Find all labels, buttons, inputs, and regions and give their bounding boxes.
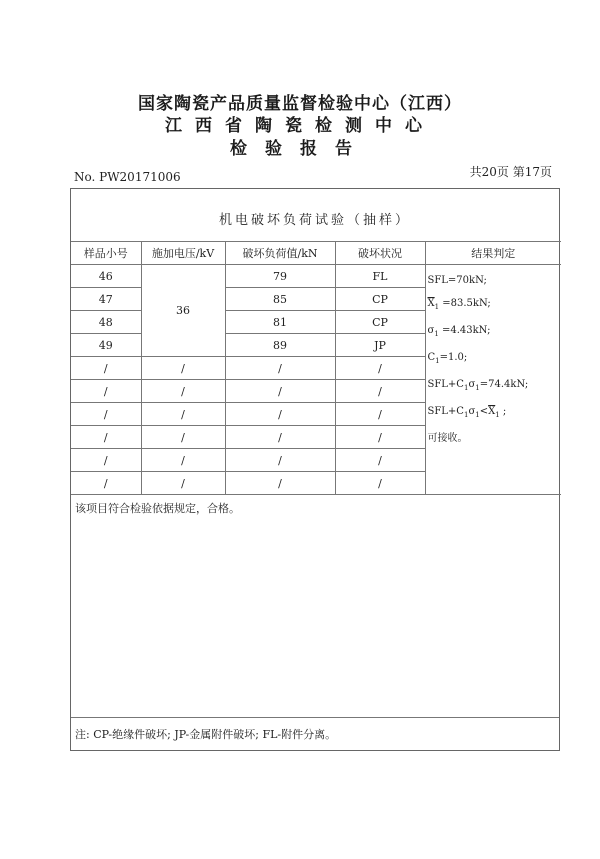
cell-sample-id: 48 <box>71 311 141 334</box>
test-summary: 该项目符合检验依据规定，合格。 <box>75 502 240 515</box>
col-header-sample: 样品小号 <box>71 242 141 265</box>
cell-sample-id: 46 <box>71 265 141 288</box>
results-table <box>71 241 561 495</box>
legend-note: 注: CP-绝缘件破坏; JP-金属附件破坏; FL-附件分离。 <box>75 728 337 741</box>
conclusion-c: $C_1=1.0$; <box>427 352 468 365</box>
cell-load: 89 <box>225 334 335 357</box>
conclusion-accept: 可接收。 <box>427 433 468 444</box>
col-header-voltage: 施加电压/kV <box>141 242 225 265</box>
header-title-line2: 江西省陶瓷检测中心 <box>165 116 435 136</box>
cell-sample-id: 47 <box>71 288 141 311</box>
conclusion-cell <box>425 265 561 495</box>
col-header-status: 破坏状况 <box>335 242 425 265</box>
col-header-result: 结果判定 <box>425 242 561 265</box>
cell-voltage: / <box>141 449 225 472</box>
cell-load: 85 <box>225 288 335 311</box>
cell-sample-id: / <box>71 426 141 449</box>
note-divider <box>71 717 559 718</box>
conclusion-compare: $SFL+C_1\sigma_1<\overline{X}_1$ ; <box>427 406 507 419</box>
cell-sample-id: / <box>71 449 141 472</box>
cell-status: / <box>335 472 425 495</box>
cell-status: CP <box>335 311 425 334</box>
cell-status: / <box>335 380 425 403</box>
report-frame <box>70 188 560 751</box>
conclusion-mean: $\overline{X}_1 =83.5kN$; <box>427 298 491 311</box>
cell-load: / <box>225 426 335 449</box>
test-title: 机电破坏负荷试验（抽样） <box>218 213 411 228</box>
cell-load: / <box>225 403 335 426</box>
cell-status: / <box>335 357 425 380</box>
header-title-line1: 国家陶瓷产品质量监督检验中心（江西） <box>138 94 462 114</box>
cell-status: / <box>335 449 425 472</box>
cell-voltage: / <box>141 357 225 380</box>
cell-sample-id: / <box>71 380 141 403</box>
cell-voltage: / <box>141 380 225 403</box>
cell-status: FL <box>335 265 425 288</box>
conclusion-sigma: $\sigma_1 =4.43kN$; <box>427 325 491 338</box>
table-header-row <box>71 242 561 265</box>
report-number: No. PW20171006 <box>74 170 181 184</box>
table-row <box>71 265 561 288</box>
cell-load: 81 <box>225 311 335 334</box>
cell-load: / <box>225 357 335 380</box>
cell-status: / <box>335 403 425 426</box>
cell-status: CP <box>335 288 425 311</box>
cell-voltage: / <box>141 472 225 495</box>
col-header-load: 破坏负荷值/kN <box>225 242 335 265</box>
cell-sample-id: / <box>71 403 141 426</box>
cell-voltage: / <box>141 403 225 426</box>
cell-status: JP <box>335 334 425 357</box>
page-info: 共20页 第17页 <box>469 165 552 179</box>
cell-sample-id: / <box>71 357 141 380</box>
cell-status: / <box>335 426 425 449</box>
cell-load: / <box>225 472 335 495</box>
conclusion-sum: $SFL+C_1\sigma_1=74.4kN$; <box>427 379 529 392</box>
cell-sample-id: 49 <box>71 334 141 357</box>
cell-sample-id: / <box>71 472 141 495</box>
cell-voltage-merged: 36 <box>141 265 225 357</box>
header-title-line3: 检验报告 <box>230 139 370 159</box>
cell-load: / <box>225 449 335 472</box>
conclusion-sfl: SFL=70kN; <box>427 275 487 286</box>
cell-load: / <box>225 380 335 403</box>
cell-voltage: / <box>141 426 225 449</box>
cell-load: 79 <box>225 265 335 288</box>
